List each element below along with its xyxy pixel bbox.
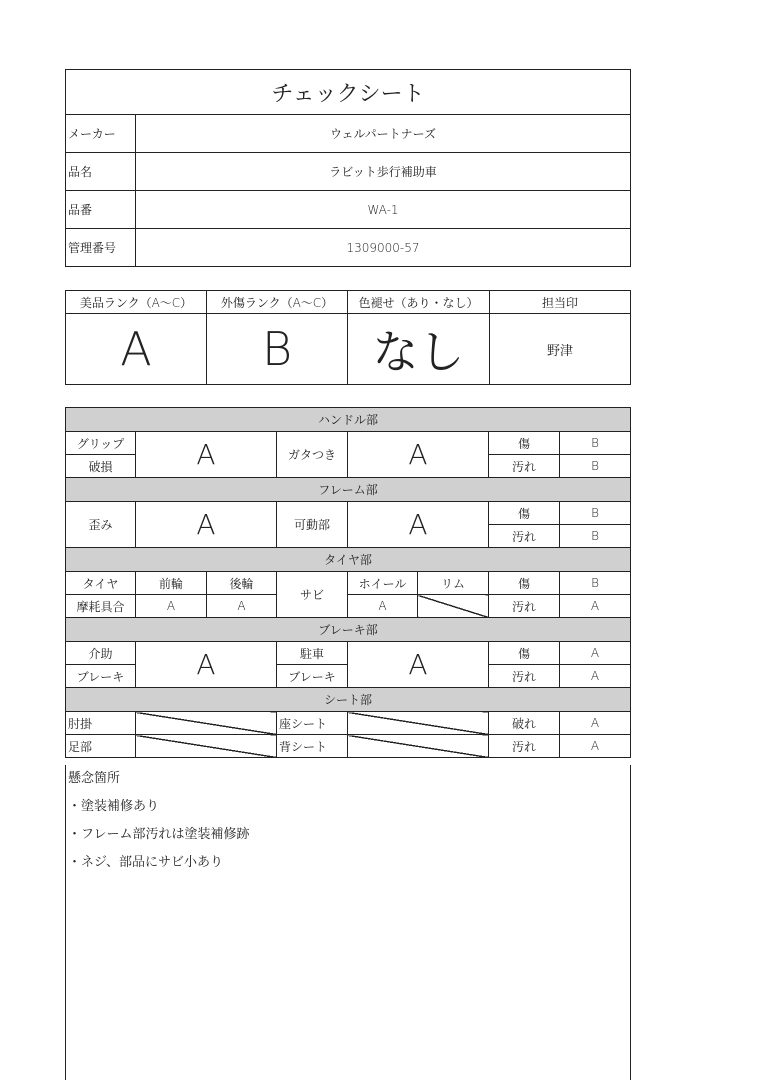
section-frame-title: フレーム部	[66, 478, 631, 502]
frame-dirt-label: 汚れ	[489, 525, 560, 548]
section-tire-title: タイヤ部	[66, 548, 631, 572]
frame-dirt-value: B	[560, 525, 631, 548]
seat-tear-value: A	[560, 712, 631, 735]
front-wheel-value: A	[136, 595, 207, 618]
product-label: 品名	[66, 153, 136, 191]
section-brake-title: ブレーキ部	[66, 618, 631, 642]
back-sheet-empty-slash	[348, 735, 489, 758]
back-sheet-label: 背シート	[277, 735, 348, 758]
concern-item: ・ネジ、部品にサビ小あり	[68, 855, 223, 870]
handle-dirt-value: B	[560, 455, 631, 478]
rank-table	[65, 290, 631, 385]
product-value: ラビット歩行補助車	[136, 153, 631, 191]
beauty-rank-value: A	[66, 314, 207, 385]
footrest-label: 足部	[66, 735, 136, 758]
tire-dirt-label: 汚れ	[489, 595, 560, 618]
assist-brake-label-1: 介助	[66, 642, 136, 665]
brake-dirt-value: A	[560, 665, 631, 688]
concerns-title: 懸念箇所	[68, 771, 121, 786]
stamp-value: 野津	[490, 314, 631, 385]
mgmt-label: 管理番号	[66, 229, 136, 267]
seat-sheet-label: 座シート	[277, 712, 348, 735]
assist-brake-value: A	[136, 642, 277, 688]
concern-item: ・フレーム部汚れは塗装補修跡	[68, 827, 250, 842]
brake-dirt-label: 汚れ	[489, 665, 560, 688]
header-table	[65, 69, 631, 267]
tire-wear-label-2: 摩耗具合	[66, 595, 136, 618]
rear-wheel-label: 後輪	[207, 572, 277, 595]
grip-value: A	[136, 432, 277, 478]
wheel-value: A	[348, 595, 418, 618]
armrest-label: 肘掛	[66, 712, 136, 735]
assist-brake-label-2: ブレーキ	[66, 665, 136, 688]
movable-value: A	[348, 502, 489, 548]
rust-label: サビ	[277, 572, 348, 618]
warp-value: A	[136, 502, 277, 548]
front-wheel-label: 前輪	[136, 572, 207, 595]
grip-label-2: 破損	[66, 455, 136, 478]
frame-scratch-value: B	[560, 502, 631, 525]
seat-sheet-empty-slash	[348, 712, 489, 735]
brake-scratch-value: A	[560, 642, 631, 665]
movable-label: 可動部	[277, 502, 348, 548]
concerns-box	[65, 765, 631, 1080]
mgmt-value: 1309000-57	[136, 229, 631, 267]
maker-label: メーカー	[66, 115, 136, 153]
beauty-rank-label: 美品ランク（A～C）	[66, 291, 207, 314]
stamp-label: 担当印	[490, 291, 631, 314]
rattle-label: ガタつき	[277, 432, 348, 478]
concern-item: ・塗装補修あり	[68, 799, 160, 814]
parking-brake-label-2: ブレーキ	[277, 665, 348, 688]
brake-scratch-label: 傷	[489, 642, 560, 665]
armrest-empty-slash	[136, 712, 277, 735]
model-label: 品番	[66, 191, 136, 229]
rim-empty-slash	[418, 595, 489, 618]
footrest-empty-slash	[136, 735, 277, 758]
tire-wear-label-1: タイヤ	[66, 572, 136, 595]
frame-scratch-label: 傷	[489, 502, 560, 525]
tire-scratch-value: B	[560, 572, 631, 595]
rim-label: リム	[418, 572, 489, 595]
grip-label-1: グリップ	[66, 432, 136, 455]
tire-dirt-value: A	[560, 595, 631, 618]
maker-value: ウェルパートナーズ	[136, 115, 631, 153]
parking-brake-value: A	[348, 642, 489, 688]
model-value: WA-1	[136, 191, 631, 229]
fade-label: 色褪せ（あり・なし）	[348, 291, 490, 314]
seat-tear-label: 破れ	[489, 712, 560, 735]
warp-label: 歪み	[66, 502, 136, 548]
handle-scratch-label: 傷	[489, 432, 560, 455]
damage-rank-label: 外傷ランク（A～C）	[207, 291, 348, 314]
wheel-label: ホイール	[348, 572, 418, 595]
rattle-value: A	[348, 432, 489, 478]
page-title: チェックシート	[66, 70, 631, 115]
section-seat-title: シート部	[66, 688, 631, 712]
seat-dirt-label: 汚れ	[489, 735, 560, 758]
parking-brake-label-1: 駐車	[277, 642, 348, 665]
seat-dirt-value: A	[560, 735, 631, 758]
tire-scratch-label: 傷	[489, 572, 560, 595]
fade-value: なし	[348, 314, 490, 385]
damage-rank-value: B	[207, 314, 348, 385]
detail-table	[65, 407, 631, 758]
handle-scratch-value: B	[560, 432, 631, 455]
section-handle-title: ハンドル部	[66, 408, 631, 432]
rear-wheel-value: A	[207, 595, 277, 618]
handle-dirt-label: 汚れ	[489, 455, 560, 478]
